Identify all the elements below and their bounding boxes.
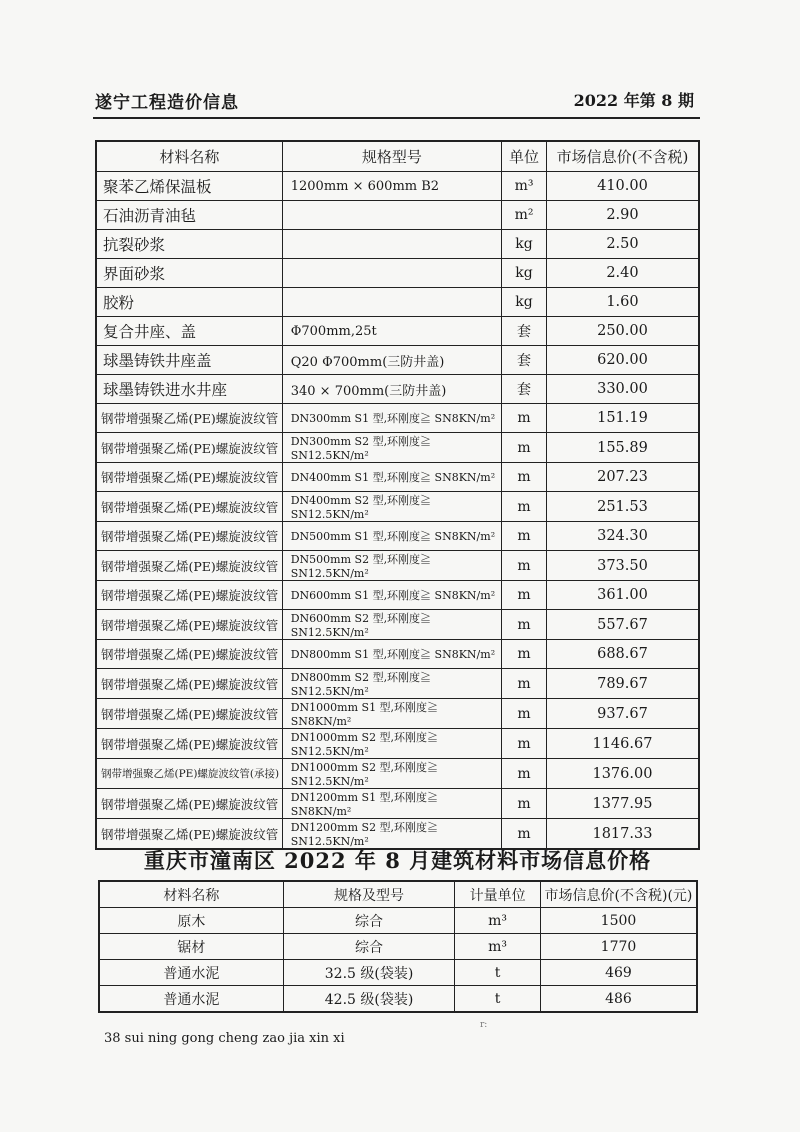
- unit-cell: kg: [502, 288, 547, 317]
- material-name-cell: 球墨铸铁进水井座: [96, 375, 282, 404]
- spec-cell: DN300mm S1 型,环刚度≧ SN8KN/m²: [282, 404, 501, 433]
- spec-cell: DN800mm S2 型,环刚度≧ SN12.5KN/m²: [282, 669, 501, 699]
- material-name-cell: 复合井座、盖: [96, 317, 282, 346]
- spec-cell: 综合: [283, 934, 454, 960]
- unit-cell: 套: [502, 375, 547, 404]
- material-name-cell: 球墨铸铁井座盖: [96, 346, 282, 375]
- material-name-cell: 聚苯乙烯保温板: [96, 172, 282, 201]
- unit-cell: m: [502, 463, 547, 492]
- unit-cell: m³: [502, 172, 547, 201]
- spec-cell: [282, 288, 501, 317]
- material-name-cell: 钢带增强聚乙烯(PE)螺旋波纹管: [96, 699, 282, 729]
- spec-cell: 340 × 700mm(三防井盖): [282, 375, 501, 404]
- table-row: [96, 317, 699, 346]
- table-row: [96, 259, 699, 288]
- material-name-cell: 钢带增强聚乙烯(PE)螺旋波纹管: [96, 551, 282, 581]
- spec-cell: 42.5 级(袋装): [283, 986, 454, 1013]
- spec-cell: DN800mm S1 型,环刚度≧ SN8KN/m²: [282, 640, 501, 669]
- spec-cell: DN400mm S2 型,环刚度≧ SN12.5KN/m²: [282, 492, 501, 522]
- price-cell: 469: [540, 960, 697, 986]
- unit-cell: m²: [502, 201, 547, 230]
- unit-cell: 套: [502, 346, 547, 375]
- spec-cell: DN1000mm S1 型,环刚度≧ SN8KN/m²: [282, 699, 501, 729]
- material-name-cell: 钢带增强聚乙烯(PE)螺旋波纹管: [96, 729, 282, 759]
- spec-cell: DN600mm S1 型,环刚度≧ SN8KN/m²: [282, 581, 501, 610]
- spec-cell: DN500mm S1 型,环刚度≧ SN8KN/m²: [282, 522, 501, 551]
- price-cell: 251.53: [546, 492, 699, 522]
- price-cell: 373.50: [546, 551, 699, 581]
- unit-cell: 套: [502, 317, 547, 346]
- material-name-cell: 钢带增强聚乙烯(PE)螺旋波纹管: [96, 819, 282, 850]
- table-header-row: [99, 881, 697, 908]
- spec-cell: DN300mm S2 型,环刚度≧ SN12.5KN/m²: [282, 433, 501, 463]
- table-row: [96, 433, 699, 463]
- price-table-suining: [95, 140, 700, 850]
- table-row: [96, 288, 699, 317]
- material-name-cell: 原木: [99, 908, 283, 934]
- price-cell: 1376.00: [546, 759, 699, 789]
- issue-number: 2022 年第 8 期: [573, 91, 694, 110]
- col-header-spec: 规格型号: [282, 141, 501, 172]
- table-row: [96, 581, 699, 610]
- price-cell: 620.00: [546, 346, 699, 375]
- price-cell: 789.67: [546, 669, 699, 699]
- price-cell: 1500: [540, 908, 697, 934]
- col-header-name: 材料名称: [99, 881, 283, 908]
- price-cell: 1377.95: [546, 789, 699, 819]
- spec-cell: [282, 230, 501, 259]
- table-row: [99, 960, 697, 986]
- material-name-cell: 钢带增强聚乙烯(PE)螺旋波纹管(承接): [96, 759, 282, 789]
- unit-cell: m: [502, 610, 547, 640]
- unit-cell: t: [455, 986, 541, 1013]
- price-cell: 330.00: [546, 375, 699, 404]
- price-cell: 1817.33: [546, 819, 699, 850]
- table-header-row: [96, 141, 699, 172]
- col-header-price: 市场信息价(不含税): [546, 141, 699, 172]
- spec-cell: [282, 259, 501, 288]
- material-name-cell: 钢带增强聚乙烯(PE)螺旋波纹管: [96, 610, 282, 640]
- unit-cell: m: [502, 551, 547, 581]
- col-header-unit: 单位: [502, 141, 547, 172]
- price-cell: 324.30: [546, 522, 699, 551]
- publication-title: 遂宁工程造价信息: [95, 93, 239, 113]
- table-row: [96, 789, 699, 819]
- unit-cell: m: [502, 522, 547, 551]
- table-row: [96, 522, 699, 551]
- spec-cell: DN1000mm S2 型,环刚度≧ SN12.5KN/m²: [282, 729, 501, 759]
- price-cell: 250.00: [546, 317, 699, 346]
- unit-cell: m: [502, 404, 547, 433]
- price-cell: 2.90: [546, 201, 699, 230]
- spec-cell: 1200mm × 600mm B2: [282, 172, 501, 201]
- spec-cell: [282, 201, 501, 230]
- col-header-spec: 规格及型号: [283, 881, 454, 908]
- material-name-cell: 普通水泥: [99, 960, 283, 986]
- unit-cell: m: [502, 789, 547, 819]
- price-cell: 557.67: [546, 610, 699, 640]
- price-cell: 155.89: [546, 433, 699, 463]
- section-title-tongnan: 重庆市潼南区 2022 年 8 月建筑材料市场信息价格: [143, 848, 652, 873]
- table-row: [99, 908, 697, 934]
- unit-cell: m: [502, 640, 547, 669]
- table-row: [96, 172, 699, 201]
- price-cell: 2.40: [546, 259, 699, 288]
- material-name-cell: 钢带增强聚乙烯(PE)螺旋波纹管: [96, 404, 282, 433]
- table-row: [99, 986, 697, 1013]
- spec-cell: Φ700mm,25t: [282, 317, 501, 346]
- table-row: [96, 346, 699, 375]
- price-cell: 486: [540, 986, 697, 1013]
- table-row: [99, 934, 697, 960]
- price-cell: 937.67: [546, 699, 699, 729]
- unit-cell: m³: [455, 934, 541, 960]
- header-rule: [93, 117, 700, 119]
- unit-cell: m: [502, 492, 547, 522]
- spec-cell: DN1200mm S1 型,环刚度≧ SN8KN/m²: [282, 789, 501, 819]
- table-row: [96, 463, 699, 492]
- price-cell: 1.60: [546, 288, 699, 317]
- material-name-cell: 普通水泥: [99, 986, 283, 1013]
- spec-cell: DN400mm S1 型,环刚度≧ SN8KN/m²: [282, 463, 501, 492]
- material-name-cell: 抗裂砂浆: [96, 230, 282, 259]
- unit-cell: m: [502, 699, 547, 729]
- col-header-name: 材料名称: [96, 141, 282, 172]
- page-header: [95, 88, 700, 114]
- unit-cell: t: [455, 960, 541, 986]
- price-cell: 410.00: [546, 172, 699, 201]
- price-cell: 151.19: [546, 404, 699, 433]
- material-name-cell: 钢带增强聚乙烯(PE)螺旋波纹管: [96, 789, 282, 819]
- table-row: [96, 404, 699, 433]
- material-name-cell: 钢带增强聚乙烯(PE)螺旋波纹管: [96, 492, 282, 522]
- spec-cell: 32.5 级(袋装): [283, 960, 454, 986]
- table-row: [96, 201, 699, 230]
- table-row: [96, 230, 699, 259]
- material-name-cell: 钢带增强聚乙烯(PE)螺旋波纹管: [96, 640, 282, 669]
- price-cell: 2.50: [546, 230, 699, 259]
- page-footer: 38 sui ning gong cheng zao jia xin xi: [104, 1031, 345, 1046]
- spec-cell: DN600mm S2 型,环刚度≧ SN12.5KN/m²: [282, 610, 501, 640]
- material-name-cell: 胶粉: [96, 288, 282, 317]
- table-row: [96, 759, 699, 789]
- table-row: [96, 492, 699, 522]
- table-row: [96, 729, 699, 759]
- material-name-cell: 钢带增强聚乙烯(PE)螺旋波纹管: [96, 463, 282, 492]
- table-row: [96, 699, 699, 729]
- price-cell: 207.23: [546, 463, 699, 492]
- unit-cell: m: [502, 433, 547, 463]
- material-name-cell: 钢带增强聚乙烯(PE)螺旋波纹管: [96, 581, 282, 610]
- price-cell: 1146.67: [546, 729, 699, 759]
- price-cell: 688.67: [546, 640, 699, 669]
- unit-cell: m: [502, 819, 547, 850]
- spec-cell: DN500mm S2 型,环刚度≧ SN12.5KN/m²: [282, 551, 501, 581]
- material-name-cell: 石油沥青油毡: [96, 201, 282, 230]
- price-cell: 361.00: [546, 581, 699, 610]
- price-table-tongnan: [98, 880, 698, 1013]
- table-row: [96, 669, 699, 699]
- unit-cell: m³: [455, 908, 541, 934]
- table-row: [96, 375, 699, 404]
- material-name-cell: 界面砂浆: [96, 259, 282, 288]
- spec-cell: DN1200mm S2 型,环刚度≧ SN12.5KN/m²: [282, 819, 501, 850]
- material-name-cell: 锯材: [99, 934, 283, 960]
- col-header-price: 市场信息价(不含税)(元): [540, 881, 697, 908]
- scan-mark: r:: [480, 1020, 488, 1030]
- unit-cell: kg: [502, 230, 547, 259]
- unit-cell: m: [502, 581, 547, 610]
- table-row: [96, 551, 699, 581]
- spec-cell: Q20 Φ700mm(三防井盖): [282, 346, 501, 375]
- unit-cell: m: [502, 759, 547, 789]
- price-cell: 1770: [540, 934, 697, 960]
- spec-cell: 综合: [283, 908, 454, 934]
- unit-cell: kg: [502, 259, 547, 288]
- unit-cell: m: [502, 729, 547, 759]
- table-row: [96, 640, 699, 669]
- col-header-unit: 计量单位: [455, 881, 541, 908]
- table-row: [96, 610, 699, 640]
- unit-cell: m: [502, 669, 547, 699]
- material-name-cell: 钢带增强聚乙烯(PE)螺旋波纹管: [96, 433, 282, 463]
- material-name-cell: 钢带增强聚乙烯(PE)螺旋波纹管: [96, 522, 282, 551]
- material-name-cell: 钢带增强聚乙烯(PE)螺旋波纹管: [96, 669, 282, 699]
- spec-cell: DN1000mm S2 型,环刚度≧ SN12.5KN/m²: [282, 759, 501, 789]
